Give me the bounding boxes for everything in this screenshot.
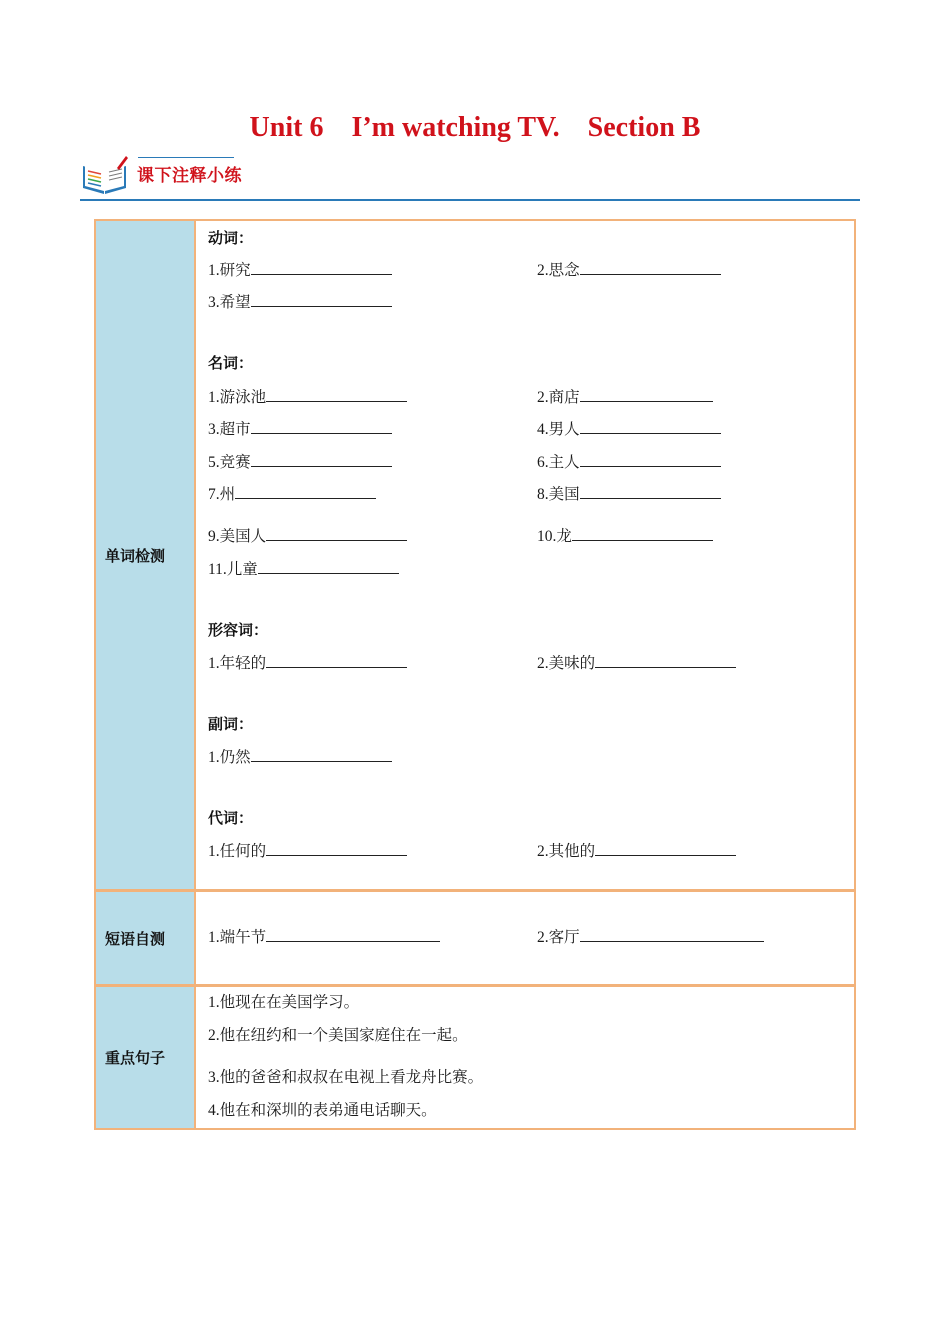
blank-line (580, 927, 764, 942)
answer-field[interactable] (537, 651, 736, 673)
sentences-row-label: 重点句子 (96, 987, 196, 1128)
answer-field[interactable] (537, 524, 713, 546)
item-prompt: 10.龙 (537, 528, 572, 545)
item-prompt: 1.仍然 (208, 749, 251, 766)
answer-field[interactable] (537, 839, 736, 861)
item-prompt: 2.客厅 (537, 929, 580, 946)
answer-field[interactable] (208, 450, 392, 472)
item-prompt: 11.儿童 (208, 561, 258, 578)
sentences-row-content (199, 987, 854, 1128)
section-label: 课下注释小练 (137, 166, 242, 186)
key-sentence: 2.他在纽约和一个美国家庭住在一起。 (208, 1027, 468, 1044)
answer-field[interactable] (208, 290, 392, 312)
item-prompt: 1.年轻的 (208, 655, 267, 672)
page-title: Unit 6 I’m watching TV. Section B (249, 112, 701, 143)
adverbs-heading: 副词： (208, 715, 254, 733)
open-book-icon (80, 154, 130, 196)
answer-field[interactable] (208, 417, 392, 439)
item-prompt: 1.任何的 (208, 843, 267, 860)
blank-line (266, 927, 440, 942)
blank-line (266, 526, 407, 541)
item-prompt: 5.竞赛 (208, 454, 251, 471)
answer-field[interactable] (208, 557, 399, 579)
blank-line (580, 387, 713, 402)
phrases-row (96, 892, 854, 984)
decorative-line (138, 157, 234, 158)
answer-field[interactable] (537, 258, 721, 280)
blank-line (251, 419, 392, 434)
item-prompt: 2.其他的 (537, 843, 596, 860)
pronouns-heading: 代词： (208, 809, 254, 827)
answer-field[interactable] (537, 417, 721, 439)
blank-line (580, 419, 721, 434)
key-sentence: 1.他现在在美国学习。 (208, 994, 360, 1011)
worksheet-table (94, 219, 856, 1130)
answer-field[interactable] (537, 925, 764, 947)
key-sentence: 4.他在和深圳的表弟通电话聊天。 (208, 1102, 437, 1119)
item-prompt: 1.游泳池 (208, 389, 267, 406)
answer-field[interactable] (537, 482, 721, 504)
blank-line (595, 841, 736, 856)
answer-field[interactable] (208, 524, 407, 546)
adjectives-heading: 形容词： (208, 621, 269, 639)
item-prompt: 2.思念 (537, 262, 580, 279)
item-prompt: 9.美国人 (208, 528, 267, 545)
header-rule (80, 199, 860, 201)
answer-field[interactable] (208, 385, 407, 407)
item-prompt: 2.美味的 (537, 655, 596, 672)
blank-line (251, 260, 392, 275)
answer-field[interactable] (537, 385, 713, 407)
answer-field[interactable] (208, 839, 407, 861)
blank-line (266, 387, 407, 402)
item-prompt: 8.美国 (537, 486, 580, 503)
words-row-content (199, 221, 854, 889)
answer-field[interactable] (208, 258, 392, 280)
section-header (80, 150, 860, 204)
blank-line (572, 526, 713, 541)
item-prompt: 1.端午节 (208, 929, 267, 946)
blank-line (235, 484, 376, 499)
words-row-label: 单词检测 (96, 221, 196, 889)
answer-field[interactable] (208, 925, 440, 947)
blank-line (251, 452, 392, 467)
key-sentence: 3.他的爸爸和叔叔在电视上看龙舟比赛。 (208, 1069, 484, 1086)
blank-line (266, 653, 407, 668)
phrases-row-content (199, 892, 854, 984)
blank-line (251, 747, 392, 762)
sentences-row (96, 987, 854, 1128)
item-prompt: 7.州 (208, 486, 236, 503)
nouns-heading: 名词： (208, 354, 254, 372)
blank-line (580, 260, 721, 275)
blank-line (580, 452, 721, 467)
blank-line (580, 484, 721, 499)
blank-line (251, 292, 392, 307)
item-prompt: 2.商店 (537, 389, 580, 406)
item-prompt: 3.希望 (208, 294, 251, 311)
blank-line (266, 841, 407, 856)
words-row (96, 221, 854, 889)
verbs-heading: 动词： (208, 229, 254, 247)
phrases-row-label: 短语自测 (96, 892, 196, 984)
answer-field[interactable] (208, 651, 407, 673)
blank-line (258, 559, 399, 574)
item-prompt: 6.主人 (537, 454, 580, 471)
answer-field[interactable] (208, 745, 392, 767)
answer-field[interactable] (537, 450, 721, 472)
item-prompt: 1.研究 (208, 262, 251, 279)
answer-field[interactable] (208, 482, 376, 504)
item-prompt: 4.男人 (537, 421, 580, 438)
item-prompt: 3.超市 (208, 421, 251, 438)
blank-line (595, 653, 736, 668)
